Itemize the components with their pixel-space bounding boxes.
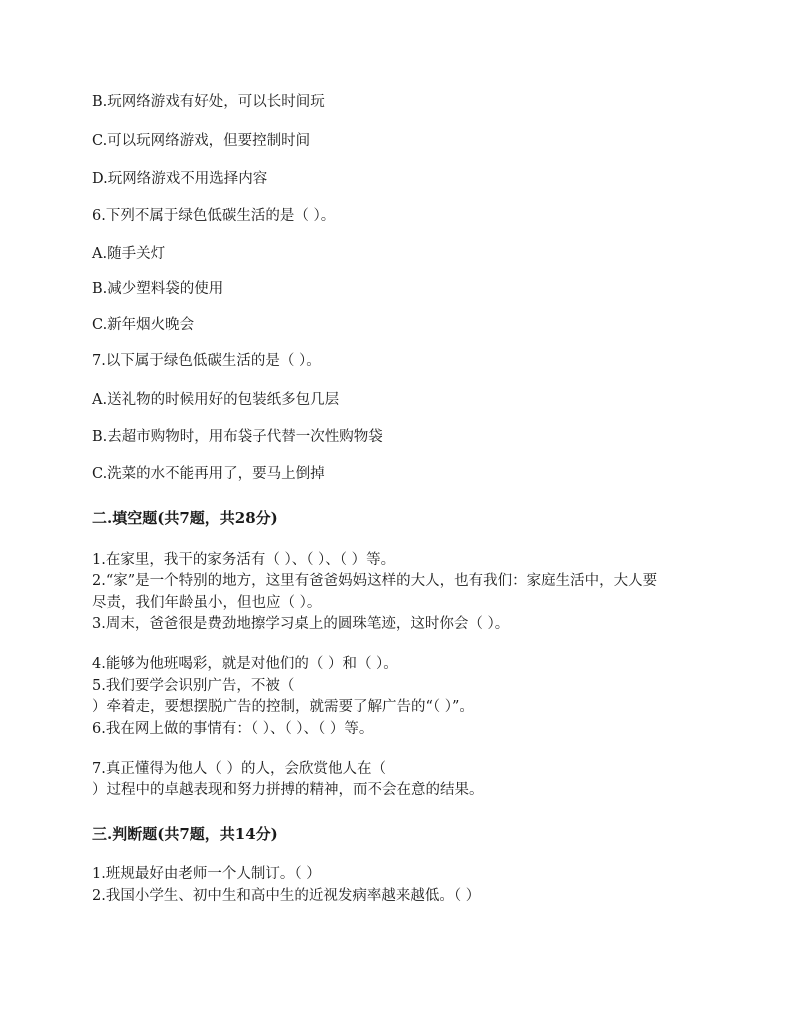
question-7-option-c: C.洗菜的水不能再用了，要马上倒掉 bbox=[92, 466, 325, 482]
question-7-stem: 7.以下属于绿色低碳生活的是（ ）。 bbox=[92, 353, 321, 369]
judge-question-1: 1.班规最好由老师一个人制订。（ ） bbox=[92, 866, 321, 882]
fill-question-2: 2.“家”是一个特别的地方，这里有爸爸妈妈这样的大人，也有我们：家庭生活中，大人要 bbox=[92, 573, 658, 589]
fill-question-4: 4.能够为他班喝彩，就是对他们的（ ）和（ ）。 bbox=[92, 656, 398, 672]
section-2-heading: 二.填空题(共7题，共28分) bbox=[92, 509, 278, 527]
question-7-option-a: A.送礼物的时候用好的包装纸多包几层 bbox=[92, 392, 340, 408]
option-b: B.玩网络游戏有好处，可以长时间玩 bbox=[92, 94, 325, 110]
fill-question-2-cont: 尽责，我们年龄虽小，但也应（ ）。 bbox=[92, 595, 322, 611]
judge-question-2: 2.我国小学生、初中生和高中生的近视发病率越来越低。（ ） bbox=[92, 888, 481, 904]
question-6-option-c: C.新年烟火晚会 bbox=[92, 317, 195, 333]
question-6-option-b: B.减少塑料袋的使用 bbox=[92, 281, 224, 297]
fill-question-5: 5.我们要学会识别广告，不被（ bbox=[92, 678, 295, 694]
fill-question-3: 3.周末，爸爸很是费劲地擦学习桌上的圆珠笔迹，这时你会（ ）。 bbox=[92, 616, 510, 632]
option-c: C.可以玩网络游戏，但要控制时间 bbox=[92, 133, 311, 149]
fill-question-6: 6.我在网上做的事情有：（ ）、（ ）、（ ）等。 bbox=[92, 721, 374, 737]
question-6-option-a: A.随手关灯 bbox=[92, 246, 166, 262]
section-3-heading: 三.判断题(共7题，共14分) bbox=[92, 825, 278, 843]
question-7-option-b: B.去超市购物时，用布袋子代替一次性购物袋 bbox=[92, 429, 383, 445]
fill-question-5-cont: ）牵着走，要想摆脱广告的控制，就需要了解广告的“（ ）”。 bbox=[92, 699, 474, 715]
question-6-stem: 6.下列不属于绿色低碳生活的是（ ）。 bbox=[92, 208, 336, 224]
fill-question-7: 7.真正懂得为他人（ ）的人，会欣赏他人在（ bbox=[92, 761, 386, 777]
fill-question-1: 1.在家里，我干的家务活有（ ）、（ ）、（ ）等。 bbox=[92, 552, 396, 568]
option-d: D.玩网络游戏不用选择内容 bbox=[92, 171, 268, 187]
fill-question-7-cont: ）过程中的卓越表现和努力拼搏的精神，而不会在意的结果。 bbox=[92, 782, 484, 798]
